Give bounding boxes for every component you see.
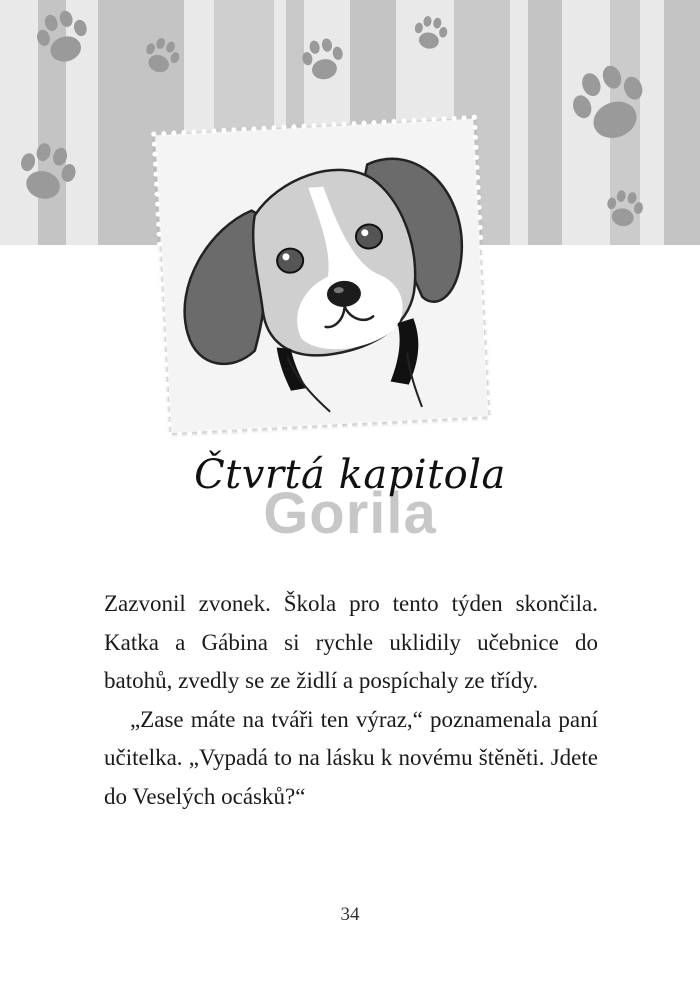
- paragraph: „Zase máte na tváři ten výraz,“ poznamenala paní učitelka. „Vypadá to na lásku k novému štěněti. Jdete do Veselých ocásků?“: [104, 706, 598, 809]
- puppy-photo: [154, 118, 489, 434]
- paw-print-icon: [294, 32, 352, 90]
- paw-print-icon: [407, 11, 453, 57]
- paw-print-icon: [599, 185, 650, 236]
- paw-print-icon: [4, 132, 87, 215]
- beagle-puppy-icon: [155, 119, 488, 433]
- paw-print-icon: [554, 50, 667, 163]
- page-number: 34: [340, 904, 360, 925]
- chapter-title: Čtvrtá kapitola: [194, 452, 506, 498]
- paragraph: Zazvonil zvonek. Škola pro tento týden skončila. Katka a Gábina si rychle uklidily učebnice do batohů, zvedly se ze židlí a pospíchaly ze třídy.: [104, 591, 598, 693]
- paw-print-icon: [25, 1, 101, 77]
- chapter-body: [104, 585, 598, 816]
- watermark: Gorila: [263, 481, 437, 546]
